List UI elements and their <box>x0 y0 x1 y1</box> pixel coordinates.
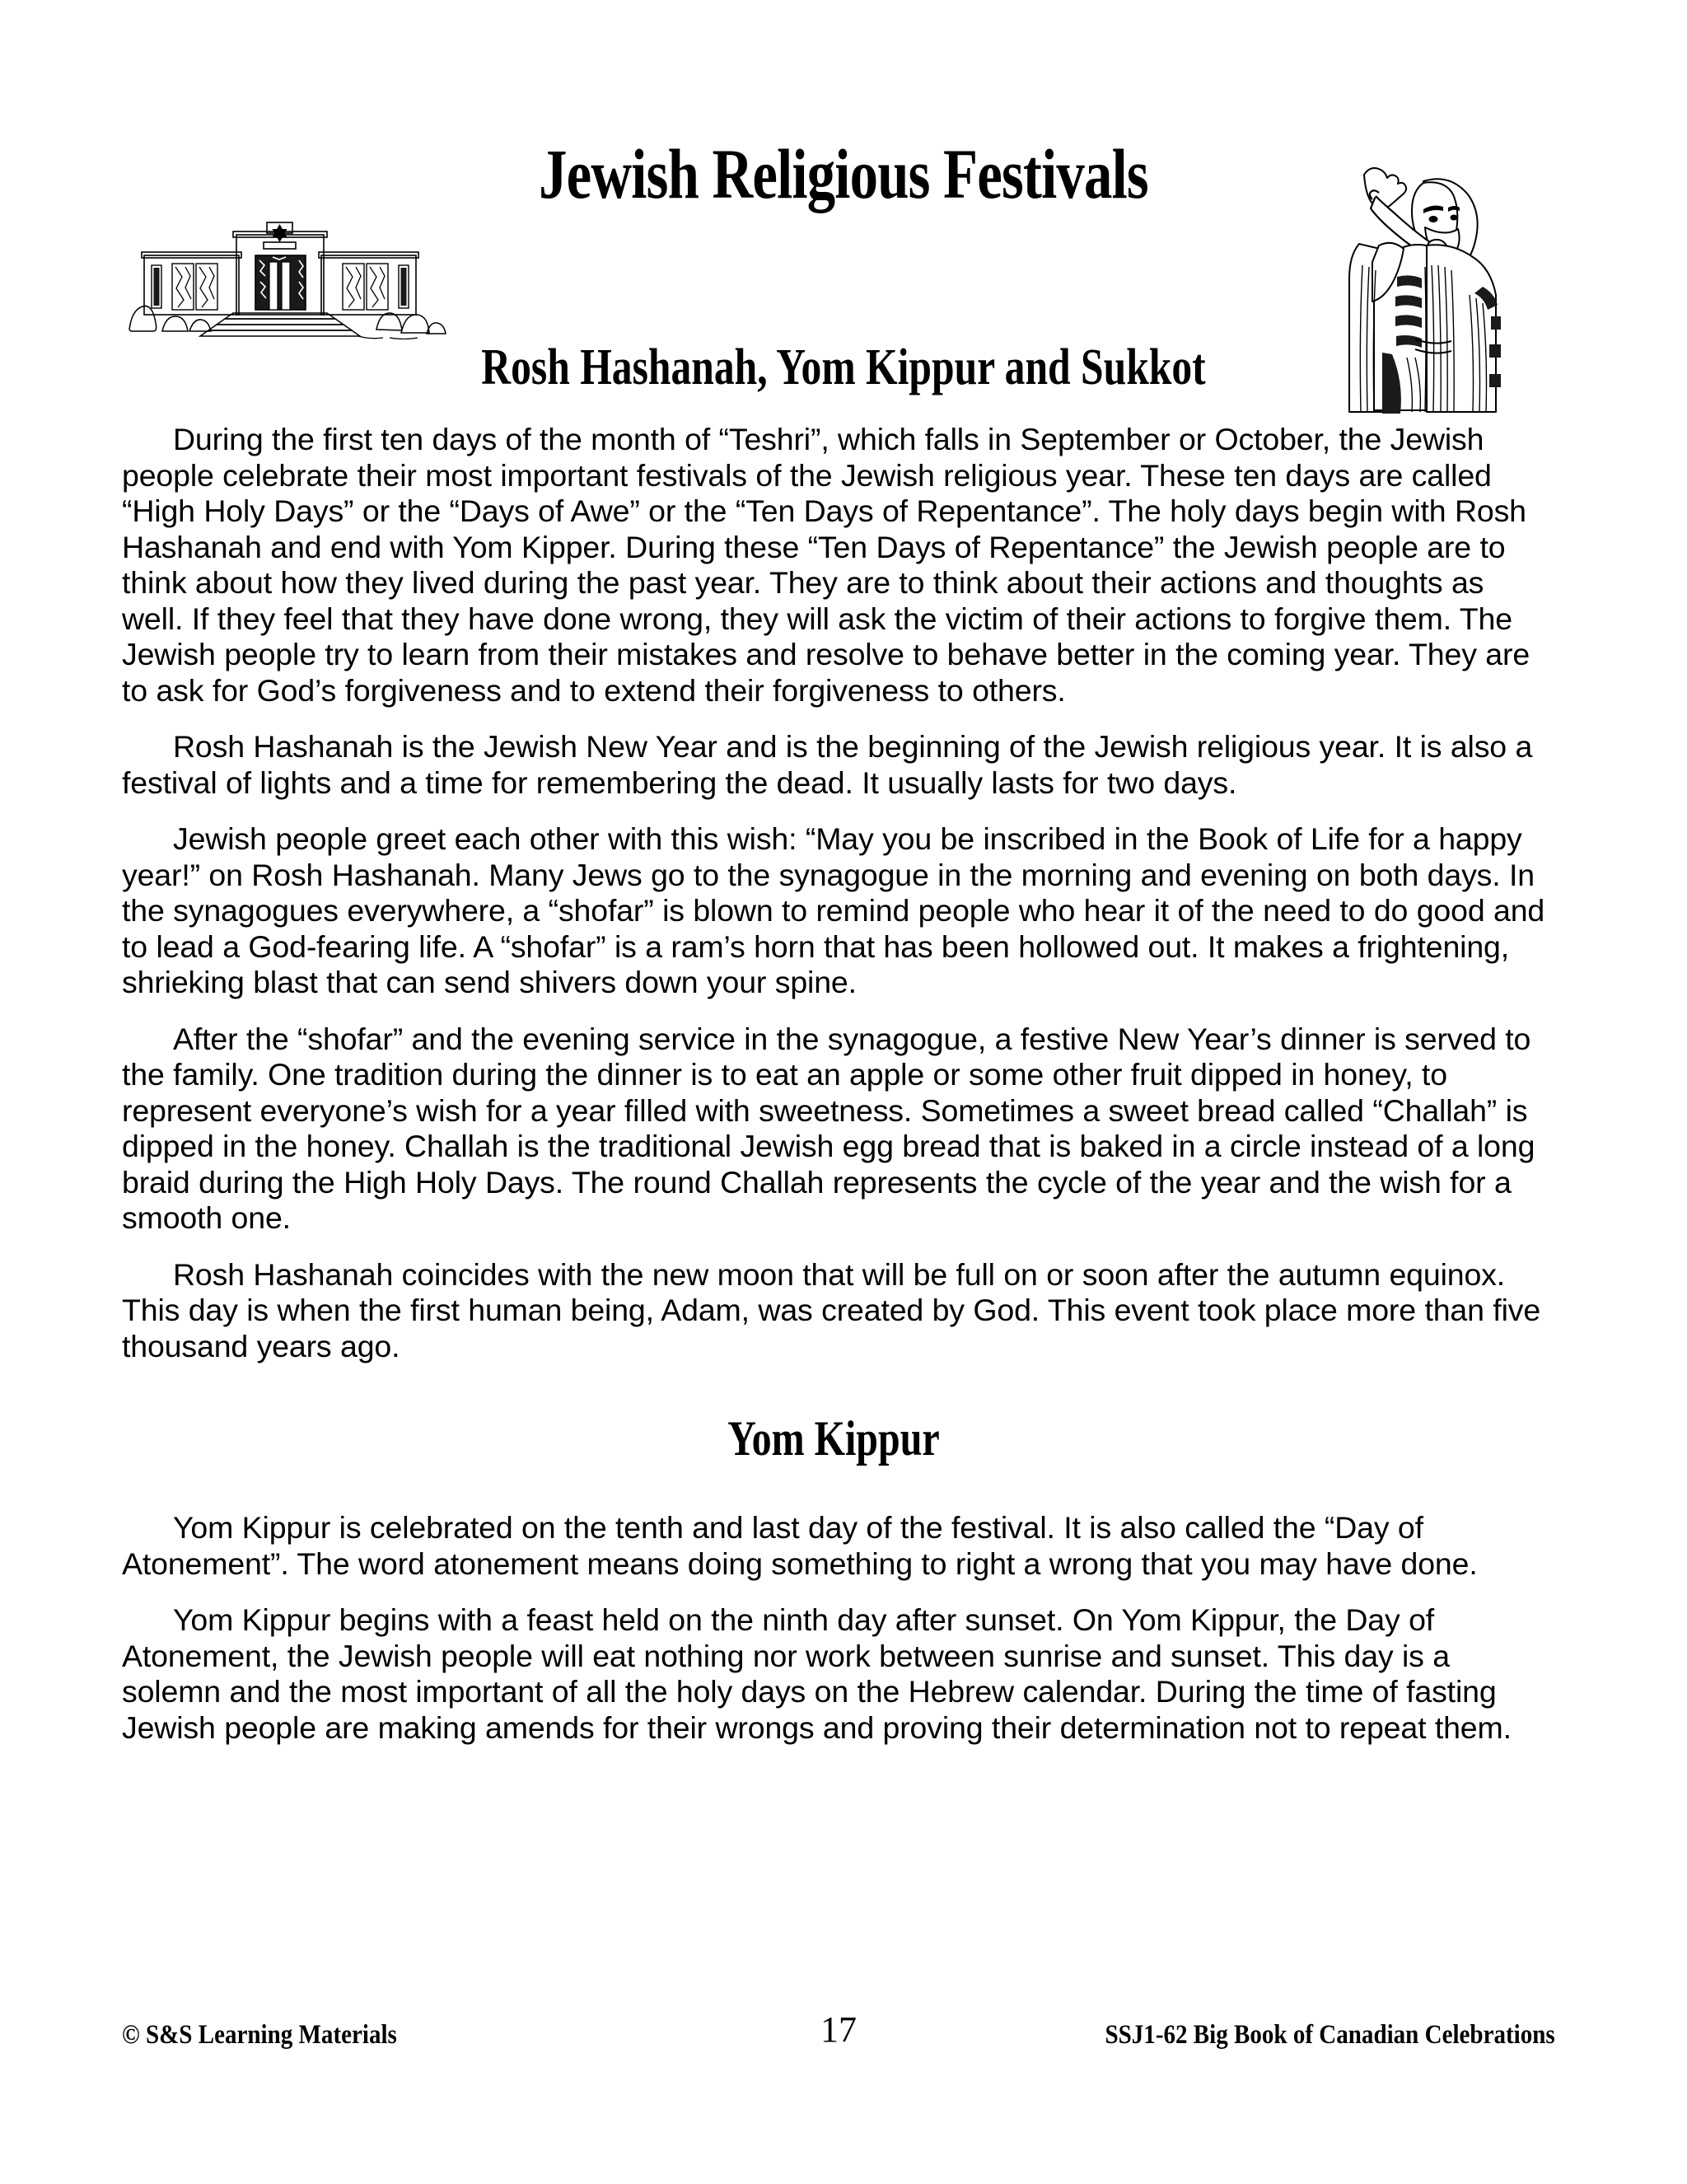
paragraph: Yom Kippur is celebrated on the tenth and last day of the festival. It is also called the “Day of Atonement”. The word atonement means doing something to right a wrong that you may have done. <box>122 1510 1478 1581</box>
page-number: 17 <box>820 2009 857 2050</box>
man-blowing-shofar-illustration <box>1300 142 1522 418</box>
paragraph: During the first ten days of the month of “Teshri”, which falls in September or October, the Jewish people celebrate their most important festivals of the Jewish religious year. These ten days are called “High Holy Days” or the “Days of Awe” or the “Ten Days of Repentance”. The holy days begin with Rosh Hashanah and end with Yom Kipper. During these “Ten Days of Repentance” the Jewish people are to think about how they lived during the past year. They are to think about their actions and thoughts as well. If they feel that they have done wrong, they will ask the victim of their actions to forgive them. The Jewish people try to learn from their mistakes and resolve to behave better in the coming year. They are to ask for God’s forgiveness and to extend their forgiveness to others. <box>122 422 1530 708</box>
article-body <box>122 422 1545 1746</box>
paragraph: Rosh Hashanah coincides with the new moon that will be full on or soon after the autumn equinox. This day is when the first human being, Adam, was created by God. This event took place more than five thousand years ago. <box>122 1256 1541 1363</box>
page-subtitle: Rosh Hashanah, Yom Kippur and Sukkot <box>481 339 1206 395</box>
paragraph: Rosh Hashanah is the Jewish New Year and is the beginning of the Jewish religious year. It is also a festival of lights and a time for remembering the dead. It usually lasts for two days. <box>122 729 1533 800</box>
page-title: Jewish Religious Festivals <box>539 134 1148 213</box>
paragraph: Jewish people greet each other with this wish: “May you be inscribed in the Book of Life for a happy year!” on Rosh Hashanah. Many Jews go to the synagogue in the morning and evening on both days. In the synagogues everywhere, a “shofar” is blown to remind people who hear it of the need to do good and to lead a God-fearing life. A “shofar” is a ram’s horn that has been hollowed out. It makes a frightening, shrieking blast that can send shivers down your spine. <box>122 821 1545 999</box>
footer-copyright: © S&S Learning Materials <box>122 2020 397 2050</box>
footer-book-reference: SSJ1-62 Big Book of Canadian Celebrations <box>1105 2020 1555 2050</box>
paragraph: Yom Kippur begins with a feast held on the ninth day after sunset. On Yom Kippur, the Day of Atonement, the Jewish people will eat nothing nor work between sunrise and sunset. This day is a solemn and the most important of all the holy days on the Hebrew calendar. During the time of fasting Jewish people are making amends for their wrongs and proving their determination not to repeat them. <box>122 1602 1512 1745</box>
page-header <box>0 0 1687 412</box>
paragraph: After the “shofar” and the evening service in the synagogue, a festive New Year’s dinner is served to the family. One tradition during the dinner is to eat an apple or some other fruit dipped in honey, to represent everyone’s wish for a year filled with sweetness. Sometimes a sweet bread called “Challah” is dipped in the honey. Challah is the traditional Jewish egg bread that is baked in a circle instead of a long braid during the High Holy Days. The round Challah represents the cycle of the year and the wish for a smooth one. <box>122 1021 1535 1235</box>
section-heading-yom-kippur: Yom Kippur <box>727 1411 940 1466</box>
page-footer <box>122 2009 1555 2051</box>
synagogue-building-illustration <box>111 191 449 339</box>
